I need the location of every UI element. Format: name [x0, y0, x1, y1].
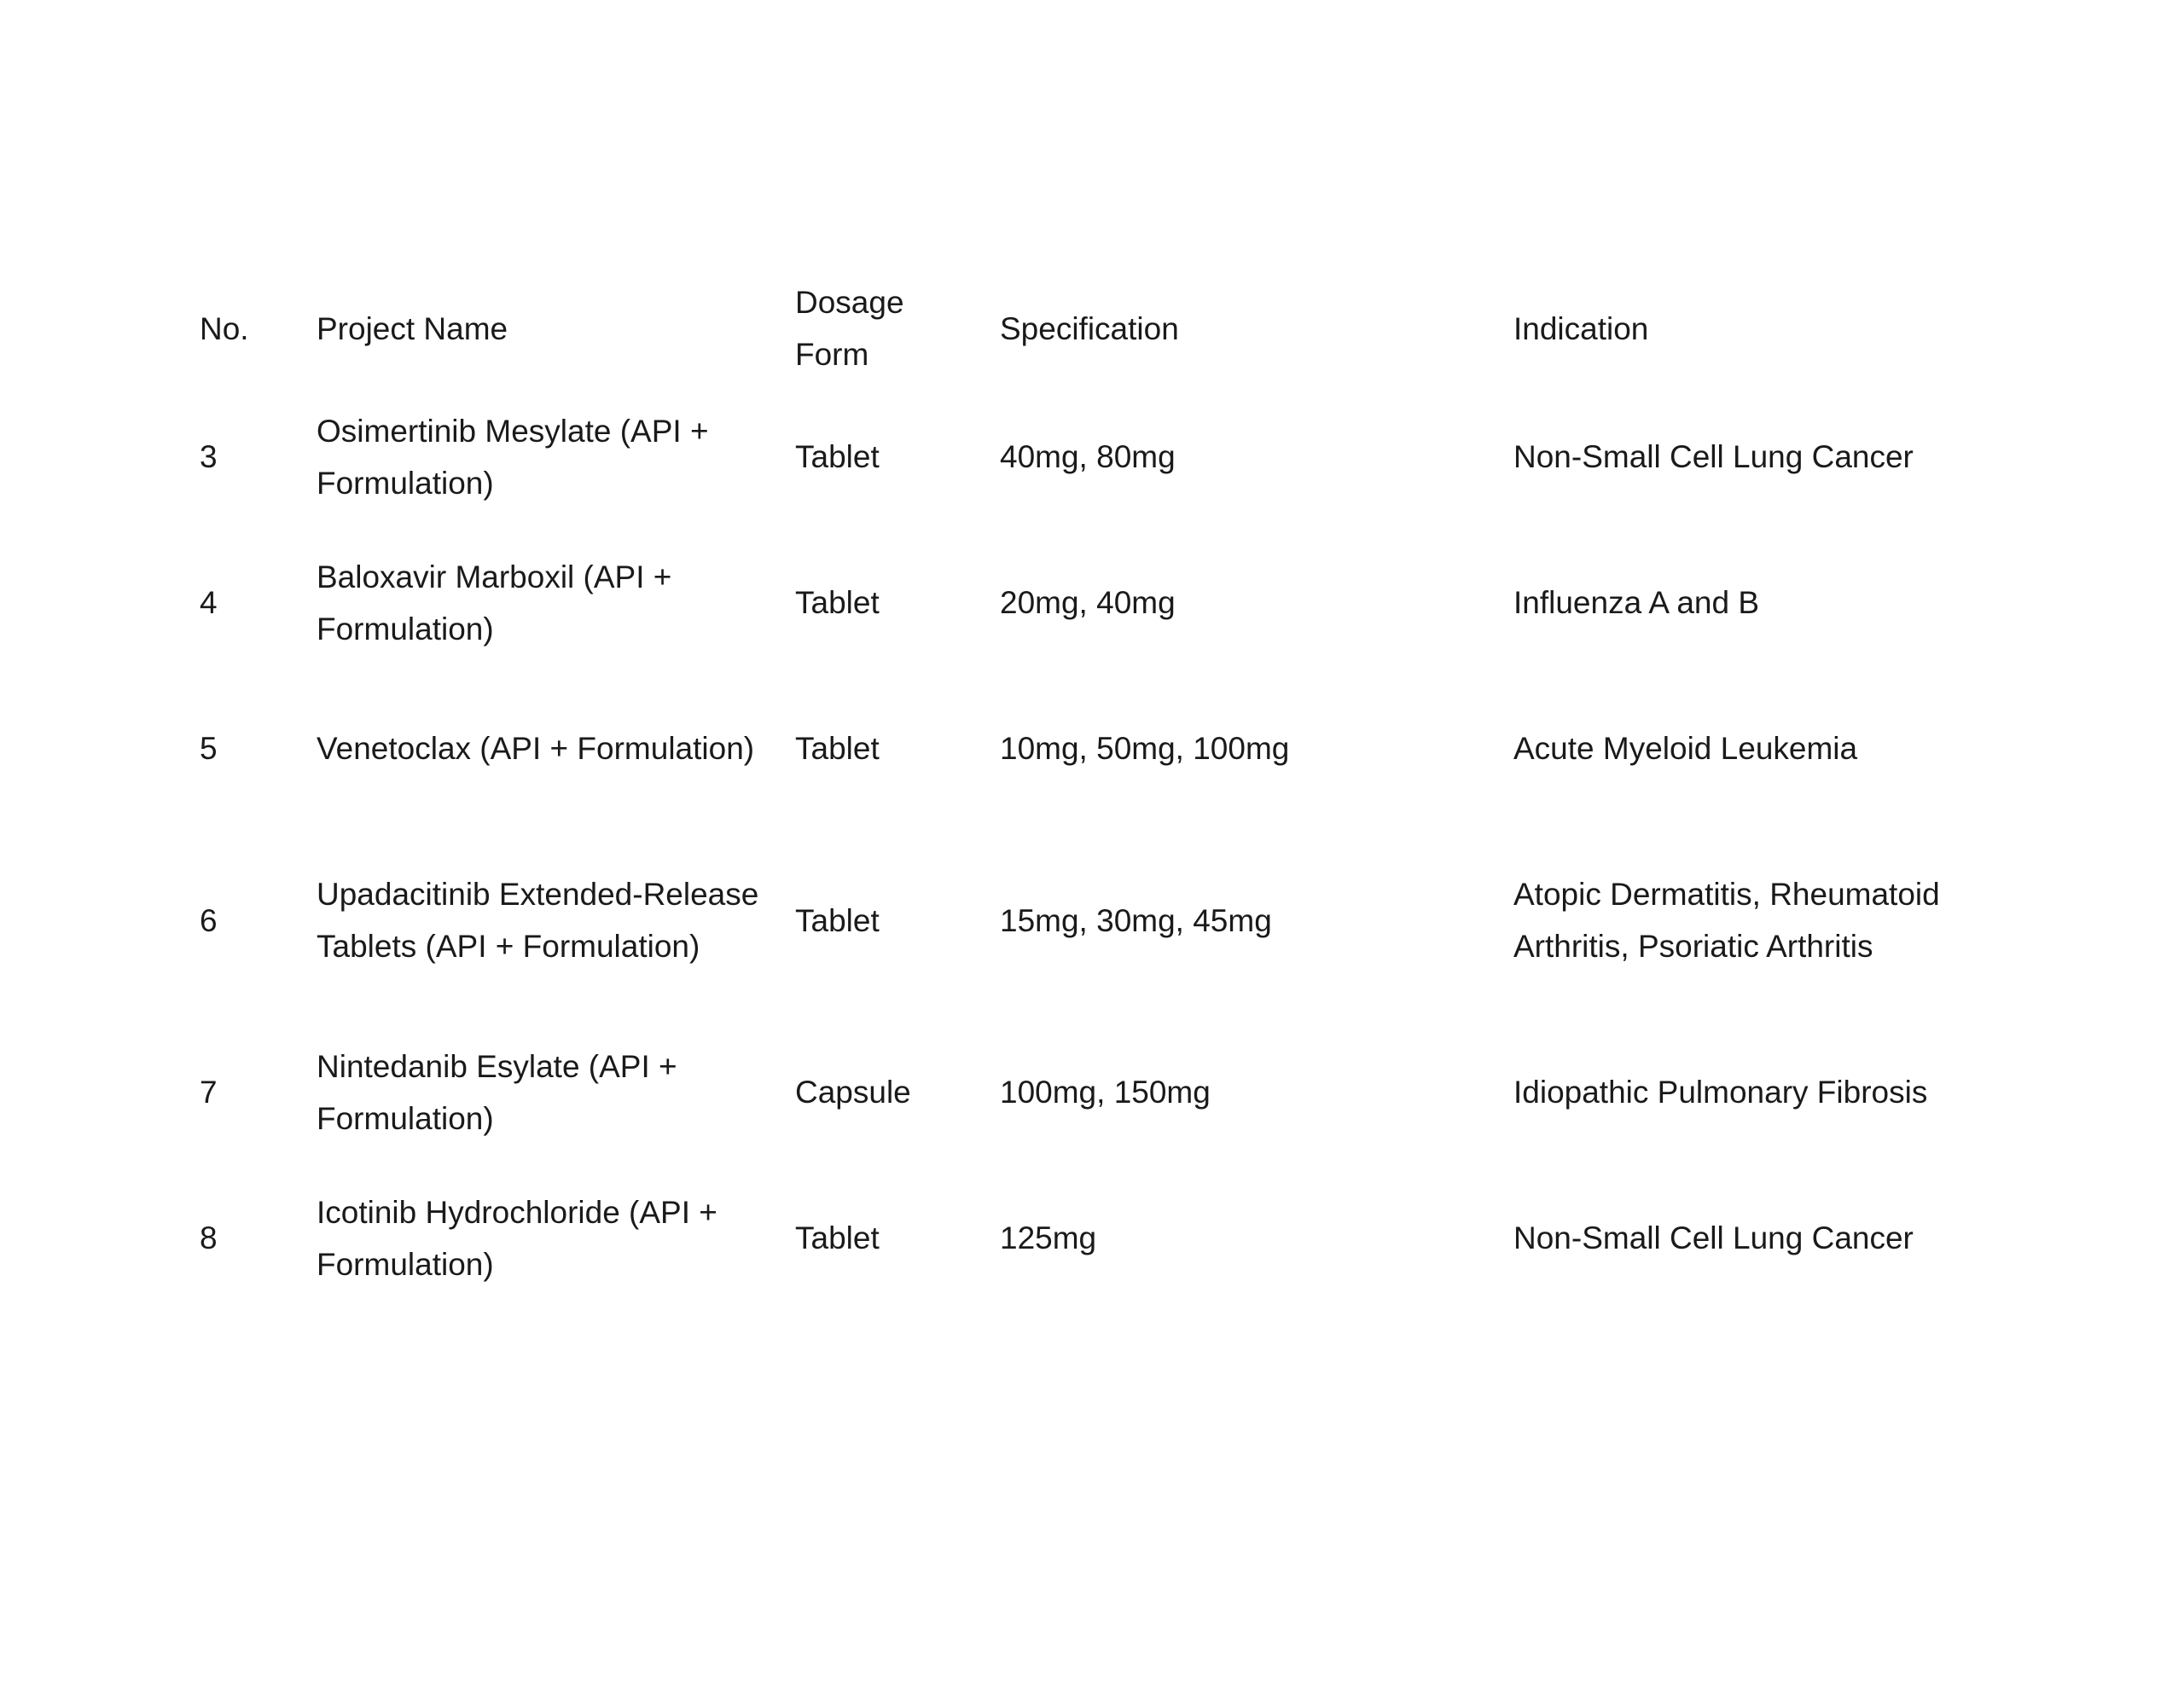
cell-project-name: Upadacitinib Extended-Release Tablets (API + Formulation) [317, 877, 759, 964]
cell-specification: 100mg, 150mg [1000, 1075, 1211, 1110]
cell-project-name: Icotinib Hydrochloride (API + Formulation) [317, 1194, 717, 1282]
cell-project-name: Osimertinib Mesylate (API + Formulation) [317, 413, 709, 501]
cell-dosage-form: Tablet [795, 585, 880, 620]
cell-no: 3 [200, 439, 218, 474]
cell-dosage-form: Tablet [795, 902, 880, 938]
header-indication: Indication [1513, 310, 1649, 346]
cell-no: 7 [200, 1075, 218, 1110]
cell-specification: 40mg, 80mg [1000, 439, 1176, 474]
table-row [186, 675, 2012, 821]
cell-dosage-form: Tablet [795, 1220, 880, 1255]
table-row [186, 1165, 2012, 1311]
cell-dosage-form: Capsule [795, 1075, 911, 1110]
cell-indication: Acute Myeloid Leukemia [1513, 731, 1858, 766]
table-row [186, 1019, 2012, 1165]
header-specification: Specification [1000, 310, 1179, 346]
table-body [186, 384, 2012, 1311]
cell-dosage-form: Tablet [795, 439, 880, 474]
table-row [186, 821, 2012, 1019]
cell-indication: Non-Small Cell Lung Cancer [1513, 439, 1914, 474]
cell-indication: Atopic Dermatitis, Rheumatoid Arthritis, Psoriatic Arthritis [1513, 877, 1940, 964]
cell-specification: 15mg, 30mg, 45mg [1000, 902, 1272, 938]
cell-no: 6 [200, 902, 218, 938]
cell-specification: 10mg, 50mg, 100mg [1000, 731, 1290, 766]
header-row [186, 273, 2012, 384]
cell-project-name: Baloxavir Marboxil (API + Formulation) [317, 559, 672, 646]
cell-specification: 125mg [1000, 1220, 1097, 1255]
cell-project-name: Venetoclax (API + Formulation) [317, 731, 755, 766]
header-no: No. [200, 310, 249, 346]
table-row [186, 530, 2012, 675]
header-project-name: Project Name [317, 310, 508, 346]
header-dosage-form: Dosage Form [795, 285, 904, 372]
cell-indication: Non-Small Cell Lung Cancer [1513, 1220, 1914, 1255]
table-header [186, 273, 2012, 384]
cell-specification: 20mg, 40mg [1000, 585, 1176, 620]
cell-indication: Idiopathic Pulmonary Fibrosis [1513, 1075, 1928, 1110]
cell-no: 8 [200, 1220, 218, 1255]
product-pipeline-table [186, 273, 2012, 1311]
table-row [186, 384, 2012, 530]
cell-indication: Influenza A and B [1513, 585, 1760, 620]
cell-no: 4 [200, 585, 218, 620]
cell-no: 5 [200, 731, 218, 766]
cell-project-name: Nintedanib Esylate (API + Formulation) [317, 1048, 677, 1136]
cell-dosage-form: Tablet [795, 731, 880, 766]
